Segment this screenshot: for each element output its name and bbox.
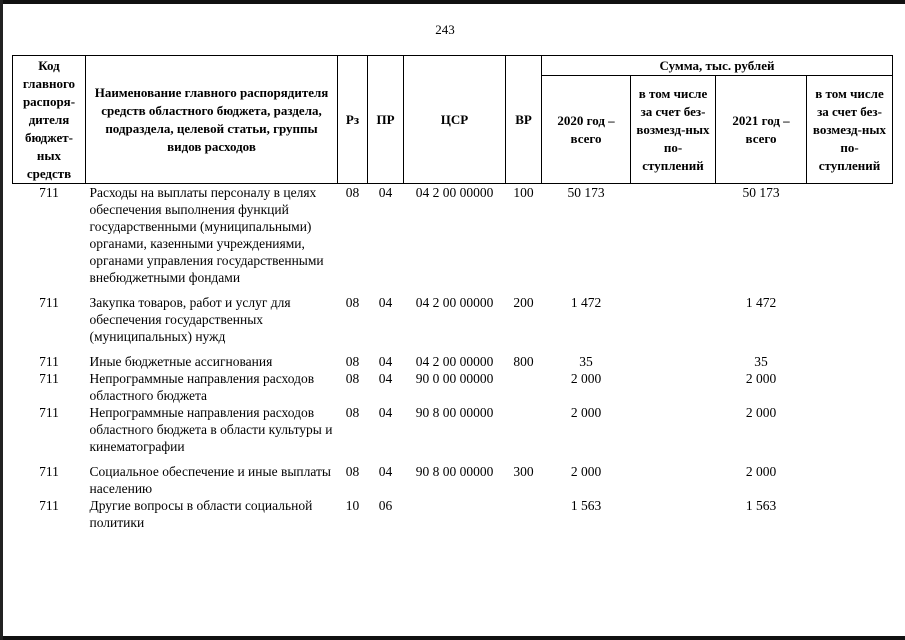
cell-vr: [506, 370, 542, 404]
cell-2020-free: [631, 184, 716, 295]
cell-2020-free: [631, 294, 716, 353]
cell-2020-total: 1 472: [570, 295, 602, 310]
table-row: [13, 353, 893, 370]
cell-kod: 711: [39, 295, 59, 310]
header-kod: Код главного распоря-дителя бюджет-ных средств: [13, 56, 86, 184]
header-2020-free: в том числе за счет без-возмезд-ных по-ступлений: [631, 76, 716, 184]
cell-csr: 04 2 00 00000: [415, 295, 494, 310]
top-border: [0, 0, 905, 4]
table-body: [13, 184, 893, 532]
cell-pr: 04: [378, 371, 393, 386]
header-2021-free: в том числе за счет без-возмезд-ных по-ступлений: [807, 76, 893, 184]
cell-2021-total: 2 000: [745, 371, 777, 386]
cell-csr: 04 2 00 00000: [415, 354, 494, 369]
table-row: [13, 184, 893, 295]
table-row: [13, 370, 893, 404]
cell-kod: 711: [39, 464, 59, 479]
cell-2020-total: 35: [579, 354, 593, 369]
cell-rz: 08: [345, 295, 360, 310]
cell-rz: 08: [345, 371, 360, 386]
cell-kod: 711: [39, 405, 59, 420]
cell-2020-free: [631, 463, 716, 497]
cell-2020-total: 2 000: [570, 405, 602, 420]
cell-vr: [506, 404, 542, 463]
cell-2021-free: [807, 497, 893, 531]
cell-pr: 04: [378, 354, 393, 369]
table-row: [13, 497, 893, 531]
cell-name: Иные бюджетные ассигнования: [89, 354, 273, 369]
cell-2020-total: 50 173: [567, 185, 605, 200]
cell-name: Непрограммные направления расходов областного бюджета в области культуры и кинематографии: [89, 405, 333, 454]
cell-rz: 08: [345, 464, 360, 479]
cell-2021-free: [807, 184, 893, 295]
table-row: [13, 463, 893, 497]
left-border: [0, 0, 3, 640]
cell-2020-free: [631, 497, 716, 531]
cell-pr: 04: [378, 295, 393, 310]
page-number: 243: [435, 22, 455, 37]
cell-2021-total: 50 173: [742, 185, 780, 200]
cell-2021-free: [807, 353, 893, 370]
cell-csr: 90 8 00 00000: [415, 464, 494, 479]
cell-name: Непрограммные направления расходов областного бюджета: [89, 371, 315, 403]
cell-2020-total: 2 000: [570, 371, 602, 386]
header-csr: ЦСР: [404, 56, 506, 184]
cell-vr: 800: [513, 354, 534, 369]
cell-pr: 04: [378, 464, 393, 479]
cell-2021-free: [807, 370, 893, 404]
cell-2020-free: [631, 404, 716, 463]
header-pr: ПР: [368, 56, 404, 184]
cell-rz: 10: [345, 498, 360, 513]
cell-2020-free: [631, 370, 716, 404]
cell-rz: 08: [345, 405, 360, 420]
cell-pr: 04: [378, 405, 393, 420]
cell-2021-total: 35: [754, 354, 768, 369]
table-row: [13, 404, 893, 463]
header-2020-total: 2020 год – всего: [542, 76, 631, 184]
cell-csr: 04 2 00 00000: [415, 185, 494, 200]
cell-kod: 711: [39, 371, 59, 386]
cell-vr: [506, 497, 542, 531]
cell-csr: 90 0 00 00000: [415, 371, 494, 386]
header-2021-total: 2021 год – всего: [716, 76, 807, 184]
cell-2021-total: 1 472: [745, 295, 777, 310]
cell-rz: 08: [345, 354, 360, 369]
cell-pr: 06: [378, 498, 393, 513]
cell-rz: 08: [345, 185, 360, 200]
header-vr: ВР: [506, 56, 542, 184]
header-sum: Сумма, тыс. рублей: [542, 56, 893, 76]
cell-name: Расходы на выплаты персоналу в целях обеспечения выполнения функций государственными (муниципальными) органами, казенными учреждениями, органами управления государственными внебюджетными фондами: [89, 185, 324, 285]
cell-name: Социальное обеспечение и иные выплаты населению: [89, 464, 331, 496]
bottom-border: [0, 636, 905, 640]
budget-table: [12, 55, 893, 531]
cell-2021-total: 1 563: [745, 498, 777, 513]
cell-2021-free: [807, 463, 893, 497]
cell-vr: 200: [513, 295, 534, 310]
cell-name: Другие вопросы в области социальной политики: [89, 498, 313, 530]
cell-csr: 90 8 00 00000: [415, 405, 494, 420]
table-row: [13, 294, 893, 353]
cell-pr: 04: [378, 185, 393, 200]
cell-kod: 711: [39, 498, 59, 513]
cell-kod: 711: [39, 185, 59, 200]
cell-name: Закупка товаров, работ и услуг для обеспечения государственных (муниципальных) нужд: [89, 295, 291, 344]
cell-2021-total: 2 000: [745, 464, 777, 479]
cell-vr: 100: [513, 185, 534, 200]
cell-2020-total: 1 563: [570, 498, 602, 513]
cell-2020-free: [631, 353, 716, 370]
cell-2021-free: [807, 294, 893, 353]
header-rz: Рз: [338, 56, 368, 184]
cell-vr: 300: [513, 464, 534, 479]
cell-csr: [404, 497, 506, 531]
cell-2021-total: 2 000: [745, 405, 777, 420]
cell-2021-free: [807, 404, 893, 463]
header-name: Наименование главного распорядителя средств областного бюджета, раздела, подраздела, целевой статьи, группы видов расходов: [86, 56, 338, 184]
cell-2020-total: 2 000: [570, 464, 602, 479]
cell-kod: 711: [39, 354, 59, 369]
